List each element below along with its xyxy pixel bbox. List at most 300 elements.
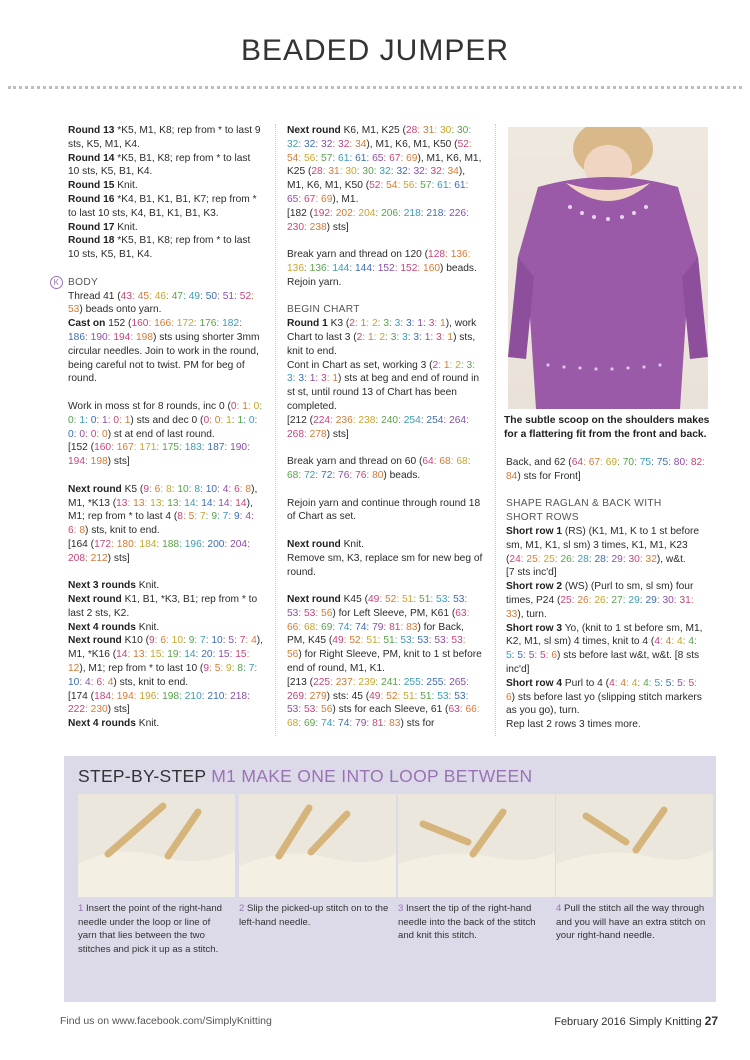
size-value: 268: [287, 428, 304, 440]
size-value: 51: [222, 290, 235, 302]
size-value: 69: [304, 718, 316, 730]
size-value: 53: [287, 607, 299, 619]
size-value: 30: [662, 594, 674, 606]
size-value: 166: [154, 318, 172, 330]
round-text: *K5, M1, K8; rep from * to last 9 sts, K5, M1, K4.: [68, 125, 261, 150]
size-value: 10: [171, 635, 184, 647]
pattern-column-1: Round 13 *K5, M1, K8; rep from * to last 9 sts, K5, M1, K4. Round 14 *K5, B1, K8; rep from * to last 10 sts, K5, B1, K4. Round 15 Knit. Round 16 *K4, B1, K1, B1, K7; rep from * to last 10 sts, K4, B1, K1, B1, K3. Round 17 Knit. Round 18 *K5, B1, K8; rep from * to last 10 sts, K5, B1, K4. K BODY Thread 41 (43: 45: 46: 47: 49: 50: 51: 52: 53) beads onto yarn. Cast on 152 (160: 166: 172: 176: 182: 186: 190: 194: 198) sts using shorter 3mm circular needles. Join to work in the round, being careful not to twist. PM for beg of round. Work in moss st for 8 rounds, inc 0 (0: 1: 0: 0: 1: 0: 1: 0: 1) sts and dec 0 (0: 0: 1: 1: 0: 0: 0: 0: 0) st at end of last round. [152 (160: 167: 171: 175: 183: 187: 190: 194: 198) sts] Next round K5 (9: 6: 8: 10: 8: 10: 4: 6: 8), M1, *K13 (13: 13: 13: 13: 14: 14: 14: 14), M1; rep from * to last 4 (8: 5: 7: 9: 7: 9: 4: 6: 8) sts, knit to end. [164 (172: 180: 184: 188: 196: 200: 204: 208: 212) sts] Next 3 rounds Knit. Next round K1, B1, *K3, B1; rep from * to last 2 sts, K2. Next 4 rounds Knit. Next round K10 (9: 6: 10: 9: 7: 10: 5: 7: 4), M1, *K16 (14: 13: 15: 19: 14: 20: 15: 15: 12), M1; rep from * to last 10 (9: 5: 9: 8: 7: 10: 4: 6: 4) sts, knit to end. [174 (184: 194: 196: 198: 210: 210: 218: 222: 230) sts] Next 4 rounds Knit.: [68, 124, 264, 731]
size-value: 3: [436, 331, 442, 343]
size-value: 9: [143, 483, 149, 495]
size-value: 68: [304, 621, 316, 633]
size-value: 255: [426, 676, 444, 688]
size-value: 0: [79, 428, 86, 440]
size-value: 210: [184, 690, 202, 702]
size-value: 265: [449, 676, 467, 688]
size-value: 3: [321, 373, 327, 385]
pattern-column-3: [506, 456, 706, 732]
size-value: 279: [309, 690, 327, 702]
instruction: Cast on 152 (160: 166: 172: 176: 182: 186: 190: 194: 198) sts using shorter 3mm circular needles. Join to work in the round, being careful not to twist. PM for beg of round.: [68, 318, 260, 385]
size-values: 2: 1: 2: 3: 3: 3: 1: 3: 1: [287, 359, 476, 385]
size-value: 53: [436, 594, 448, 606]
size-value: 5: [654, 677, 661, 689]
size-value: 65: [287, 193, 299, 205]
size-value: 5: [677, 677, 683, 689]
size-value: 167: [116, 442, 134, 454]
size-value: 0: [230, 400, 237, 412]
size-value: 74: [338, 621, 350, 633]
size-value: 31: [679, 594, 691, 606]
size-value: 238: [309, 221, 327, 233]
size-value: 61: [355, 152, 367, 164]
size-value: 190: [230, 442, 248, 454]
size-value: 4: [620, 677, 627, 689]
size-value: 184: [94, 690, 112, 702]
size-value: 192: [313, 207, 331, 219]
size-value: 4: [245, 511, 252, 523]
size-value: 27: [611, 594, 623, 606]
size-value: 5: [665, 677, 672, 689]
size-value: 1: [417, 318, 424, 330]
size-values: 43: 45: 46: 47: 49: 50: 51: 52: 53: [68, 290, 254, 316]
size-value: 13: [167, 497, 179, 509]
size-value: 53: [454, 690, 466, 702]
size-values: 2: 1: 2: 3: 3: 3: 1: 3: 1: [349, 318, 446, 330]
size-value: 136: [450, 249, 468, 261]
size-value: 28: [311, 166, 323, 178]
size-value: 26: [560, 553, 572, 565]
size-values: 4: 4: 4: 4: 5: 5: 5: 5: 6: [506, 636, 697, 662]
size-values: 24: 25: 25: 26: 28: 28: 29: 30: 32: [509, 553, 657, 565]
size-value: 1: [447, 331, 454, 343]
size-value: 7: [222, 511, 229, 523]
size-value: 1: [309, 373, 316, 385]
size-value: 68: [456, 456, 468, 468]
size-value: 33: [506, 608, 518, 620]
size-values: 8: 5: 7: 9: 7: 9: 4: 6: 8: [68, 511, 254, 537]
size-value: 238: [358, 414, 376, 426]
size-value: 9: [211, 511, 217, 523]
size-value: 196: [184, 538, 202, 550]
size-value: 225: [313, 676, 331, 688]
size-value: 53: [304, 704, 316, 716]
size-value: 254: [403, 414, 421, 426]
stitch-count: [7 sts inc'd]: [506, 567, 557, 579]
step-2-photo: [239, 794, 396, 897]
size-value: 53: [434, 635, 446, 647]
size-value: 172: [176, 318, 194, 330]
size-value: 74: [321, 718, 333, 730]
round-label: Round 18: [68, 235, 115, 247]
size-value: 4: [654, 636, 660, 648]
size-value: 0: [90, 414, 97, 426]
size-value: 29: [628, 594, 640, 606]
size-value: 0: [248, 414, 255, 426]
size-value: 75: [656, 457, 669, 468]
size-value: 4: [665, 636, 672, 648]
size-values: 64: 68: 68: 68: 72: 72: 76: 76: 80: [287, 456, 471, 481]
size-value: 194: [113, 331, 131, 343]
size-values: 2: 1: 2: 3: 3: 3: 1: 3: 1: [356, 331, 454, 343]
instruction: Next round K6, M1, K25 (28: 31: 30: 30: 32: 32: 32: 32: 34), M1, K6, M1, K50 (52: 54: 56: 57: 61: 61: 65: 67: 69), M1, K6, M1, K25 (28: 31: 30: 30: 32: 32: 32: 32: 34), M1, K6, M1, K50 (52: 54: 56: 57: 61: 61: 65: 67: 69), M1.: [287, 125, 482, 205]
size-value: 26: [577, 594, 589, 606]
size-value: 70: [622, 457, 635, 468]
size-value: 187: [207, 442, 225, 454]
size-value: 1: [226, 414, 232, 426]
size-value: 1: [332, 373, 339, 385]
size-value: 57: [321, 152, 333, 164]
size-value: 4: [677, 636, 683, 648]
size-value: 4: [107, 676, 114, 688]
size-values: 14: 13: 15: 19: 14: 20: 15: 15: 12: [68, 649, 250, 675]
size-value: 69: [321, 193, 333, 205]
size-value: 208: [68, 552, 85, 564]
size-value: 13: [150, 497, 162, 509]
size-value: 0: [68, 428, 74, 440]
size-value: 9: [226, 663, 232, 675]
size-value: 188: [162, 538, 180, 550]
size-value: 51: [383, 635, 395, 647]
size-values: 224: 236: 238: 240: 254: 254: 264: 268: 278: [287, 414, 469, 440]
size-value: 6: [551, 650, 558, 662]
size-value: 31: [422, 125, 435, 136]
size-value: 51: [403, 690, 415, 702]
step-3-caption: 3 Insert the tip of the right-hand needle into the back of the stitch and knit this stitch.: [398, 903, 536, 942]
size-value: 25: [543, 553, 555, 565]
size-value: 0: [90, 428, 97, 440]
size-value: 5: [228, 635, 235, 647]
size-value: 4: [609, 677, 615, 689]
size-value: 0: [214, 414, 221, 426]
size-value: 53: [451, 635, 463, 647]
size-value: 63: [455, 607, 467, 619]
size-value: 50: [205, 290, 218, 302]
size-value: 241: [381, 676, 399, 688]
size-value: 206: [381, 207, 399, 219]
size-value: 52: [386, 690, 398, 702]
step-1-photo: [78, 794, 235, 897]
size-value: 176: [199, 318, 217, 330]
size-value: 5: [688, 677, 695, 689]
size-value: 10: [68, 676, 80, 688]
size-values: 160: 166: 172: 176: 182: 186: 190: 194: 198: [68, 318, 242, 343]
stitch-count: [174 (184: 194: 196: 198: 210: 210: 218: 222: 230) sts]: [68, 690, 250, 716]
size-value: 5: [540, 650, 546, 662]
size-value: 54: [287, 152, 299, 164]
size-value: 49: [367, 594, 380, 606]
size-value: 4: [631, 677, 638, 689]
size-value: 52: [349, 635, 361, 647]
size-value: 82: [690, 457, 703, 468]
size-value: 74: [338, 718, 350, 730]
size-value: 30: [628, 553, 640, 565]
round-label: Round 13: [68, 125, 115, 136]
size-value: 52: [239, 290, 252, 302]
size-value: 2: [432, 359, 439, 371]
section-badge: K: [50, 276, 63, 289]
size-values: 52: 54: 56: 57: 61: 61: 65: 67: 69: [287, 180, 469, 205]
size-value: 79: [372, 621, 384, 633]
size-value: 3: [394, 318, 401, 330]
size-value: 67: [588, 457, 601, 468]
size-value: 75: [639, 457, 652, 468]
size-value: 3: [428, 318, 435, 330]
size-value: 13: [133, 649, 145, 661]
size-value: 68: [287, 469, 299, 481]
size-values: 0: 1: 0: 0: 1: 0: 1: 0: 1: [68, 400, 263, 426]
size-value: 54: [386, 180, 398, 192]
size-value: 69: [321, 621, 333, 633]
size-value: 29: [645, 594, 657, 606]
size-value: 76: [355, 469, 367, 481]
size-value: 222: [68, 704, 85, 716]
size-value: 6: [68, 525, 74, 537]
size-value: 10: [211, 635, 223, 647]
size-value: 34: [355, 138, 367, 150]
size-value: 5: [188, 511, 195, 523]
instruction: Remove sm, K3, replace sm for new beg of round.: [287, 552, 483, 578]
size-value: 3: [390, 331, 397, 343]
size-values: 25: 26: 26: 27: 29: 29: 30: 31: 33: [506, 594, 694, 620]
step-4-caption: 4 Pull the stitch all the way through and you will have an extra stitch on your right-hand needle.: [556, 903, 706, 942]
instruction: Round 1 K3 (2: 1: 2: 3: 3: 3: 1: 3: 1), work Chart to last 3 (2: 1: 2: 3: 3: 3: 1: 3: 1) sts, knit to end.: [287, 318, 477, 357]
size-value: 52: [385, 594, 397, 606]
size-value: 56: [321, 704, 333, 716]
size-value: 9: [188, 635, 195, 647]
panel-title: STEP-BY-STEP M1 MAKE ONE INTO LOOP BETWEEN: [78, 766, 533, 786]
size-value: 14: [201, 497, 213, 509]
size-values: 28: 31: 30: 30: 32: 32: 32: 32: 34: [287, 125, 472, 150]
size-value: 12: [68, 663, 80, 675]
size-value: 1: [79, 414, 86, 426]
size-value: 6: [506, 691, 512, 703]
size-value: 24: [509, 553, 521, 565]
size-value: 3: [383, 318, 389, 330]
size-value: 212: [90, 552, 108, 564]
size-value: 226: [449, 207, 467, 219]
size-value: 28: [577, 553, 589, 565]
size-value: 194: [116, 690, 134, 702]
stitch-count: [152 (160: 167: 171: 175: 183: 187: 190: 194: 198) sts]: [68, 442, 250, 468]
size-value: 8: [166, 483, 172, 495]
size-value: 9: [148, 635, 155, 647]
size-value: 81: [372, 718, 384, 730]
size-value: 83: [389, 718, 401, 730]
size-value: 152: [400, 262, 418, 274]
size-value: 1: [360, 318, 367, 330]
size-values: 9: 6: 8: 10: 8: 10: 4: 6: 8: [143, 483, 252, 495]
size-value: 51: [402, 594, 414, 606]
size-value: 30: [456, 125, 469, 136]
size-value: 128: [428, 249, 446, 261]
size-value: 194: [68, 456, 85, 468]
size-value: 6: [154, 483, 161, 495]
size-value: 19: [167, 649, 179, 661]
size-value: 175: [162, 442, 180, 454]
size-value: 6: [234, 483, 240, 495]
size-value: 8: [237, 663, 244, 675]
size-value: 52: [369, 180, 381, 192]
size-value: 25: [526, 553, 538, 565]
size-value: 26: [594, 594, 606, 606]
size-value: 53: [287, 704, 299, 716]
size-value: 61: [437, 180, 449, 192]
size-value: 10: [177, 483, 189, 495]
page-title: BEADED JUMPER: [240, 34, 510, 67]
size-value: 52: [457, 138, 469, 150]
size-value: 67: [389, 152, 401, 164]
size-value: 64: [422, 456, 434, 468]
size-value: 32: [430, 166, 442, 178]
round-label: Round 16: [68, 193, 115, 205]
size-value: 190: [90, 331, 108, 343]
stitch-count: [164 (172: 180: 184: 188: 196: 200: 204: 208: 212) sts]: [68, 538, 250, 564]
size-value: 32: [321, 138, 333, 150]
size-values: 184: 194: 196: 198: 210: 210: 218: 222: 230: [68, 690, 250, 716]
jumper-illustration: [508, 127, 708, 409]
size-value: 30: [345, 166, 357, 178]
step-4-photo: [556, 794, 713, 897]
round-text: *K5, B1, K8; rep from * to last 10 sts, K5, B1, K4.: [68, 152, 251, 178]
size-value: 51: [366, 635, 378, 647]
size-value: 255: [403, 676, 421, 688]
size-value: 61: [338, 152, 350, 164]
size-value: 29: [611, 553, 623, 565]
size-values: 28: 31: 30: 30: 32: 32: 32: 32: 34: [311, 166, 459, 178]
size-value: 53: [437, 690, 449, 702]
instruction: Short row 4 Purl to 4 (4: 4: 4: 4: 5: 5: 5: 5: 6) sts before last yo (slipping stitch markers as you go), turn.: [506, 677, 702, 717]
size-value: 0: [102, 428, 108, 440]
size-value: 84: [506, 470, 518, 482]
size-value: 237: [335, 676, 353, 688]
round-text: *K4, B1, K1, B1, K7; rep from * to last 10 sts, K4, B1, K1, B1, K3.: [68, 193, 257, 219]
size-value: 4: [688, 636, 695, 648]
size-value: 160: [131, 318, 149, 330]
size-value: 15: [235, 649, 247, 661]
size-value: 45: [137, 290, 150, 302]
round-text: *K5, B1, K8; rep from * to last 10 sts, K5, B1, K4.: [68, 235, 251, 261]
size-value: 2: [349, 318, 355, 330]
size-value: 53: [400, 635, 412, 647]
size-values: 9: 6: 10: 9: 7: 10: 5: 7: 4: [148, 635, 257, 647]
size-value: 8: [245, 483, 252, 495]
size-value: 136: [287, 262, 304, 274]
size-value: 6: [160, 635, 166, 647]
size-values: 64: 67: 69: 70: 75: 75: 80: 82: 84: [506, 457, 705, 482]
stitch-count: [213 (225: 237: 239: 241: 255: 255: 265: 269: 279) sts: 45 (49: 52: 51: 51: 53: 53: 53: 53: 56) sts for each Sleeve, 61 (63: 66: 68: 69: 74: 74: 79: 81: 83) sts for: [287, 676, 480, 730]
size-value: 30: [439, 125, 452, 136]
size-value: 239: [358, 676, 376, 688]
size-value: 9: [203, 663, 210, 675]
size-value: 61: [454, 180, 466, 192]
size-value: 47: [171, 290, 184, 302]
size-value: 3: [413, 331, 420, 343]
round-label: Round 17: [68, 221, 115, 233]
size-values: 160: 167: 171: 175: 183: 187: 190: 194: 198: [68, 442, 250, 468]
size-value: 3: [402, 331, 408, 343]
size-value: 2: [379, 331, 386, 343]
size-value: 14: [184, 497, 196, 509]
step-2-caption: 2 Slip the picked-up stitch on to the left-hand needle.: [239, 903, 389, 928]
size-value: 8: [79, 525, 86, 537]
size-values: 49: 52: 51: 51: 53: 53: 53: 53: 56: [287, 594, 468, 619]
size-value: 278: [309, 428, 327, 440]
size-value: 32: [413, 166, 425, 178]
size-value: 1: [368, 331, 374, 343]
footer-link[interactable]: Find us on www.facebook.com/SimplyKnitting: [60, 1015, 272, 1027]
size-value: 14: [235, 497, 247, 509]
size-value: 53: [453, 594, 465, 606]
size-value: 2: [356, 331, 363, 343]
stitch-count: [182 (192: 202: 204: 206: 218: 218: 226: 230: 238) sts]: [287, 207, 469, 233]
size-value: 64: [571, 457, 584, 468]
size-value: 184: [139, 538, 157, 550]
size-value: 66: [287, 621, 299, 633]
size-values: 172: 180: 184: 188: 196: 200: 204: 208: 212: [68, 538, 250, 564]
size-value: 20: [201, 649, 213, 661]
size-value: 204: [358, 207, 376, 219]
size-value: 68: [287, 718, 299, 730]
size-value: 72: [304, 469, 316, 481]
size-value: 13: [133, 497, 145, 509]
section-heading: SHAPE RAGLAN & BACK WITH: [506, 498, 662, 510]
size-value: 67: [304, 193, 316, 205]
size-value: 230: [90, 704, 108, 716]
section-heading: BEGIN CHART: [287, 304, 360, 316]
size-value: 76: [338, 469, 350, 481]
page-number: 27: [704, 1014, 718, 1028]
size-value: 56: [304, 152, 316, 164]
instruction: Next round K45 (49: 52: 51: 51: 53: 53: 53: 53: 56) for Left Sleeve, PM, K61 (63: 66: 68: 69: 74: 74: 79: 81: 83) for Back, PM, K45 (49: 52: 51: 51: 53: 53: 53: 53: 56) for Right Sleeve, PM, knit to 1 st before end of round, M1, K1.: [287, 594, 482, 675]
size-value: 198: [90, 456, 108, 468]
instruction: Cont in Chart as set, working 3 (2: 1: 2: 3: 3: 3: 1: 3: 1) sts at beg and end of round in st st, until round 13 of Chart has been completed.: [287, 359, 480, 412]
instruction: Short row 1 (RS) (K1, M1, K to 1 st before sm, M1, K1, sl sm) 3 times, K1, M1, K23 (24: 25: 25: 26: 28: 28: 29: 30: 32), w&t.: [506, 525, 700, 565]
size-value: 3: [406, 318, 412, 330]
size-value: 160: [94, 442, 112, 454]
size-value: 34: [447, 166, 459, 178]
size-value: 56: [403, 180, 415, 192]
size-value: 49: [188, 290, 201, 302]
size-value: 4: [643, 677, 649, 689]
size-value: 6: [96, 676, 103, 688]
size-value: 81: [389, 621, 401, 633]
size-value: 10: [205, 483, 218, 495]
size-value: 0: [253, 400, 260, 412]
size-values: 13: 13: 13: 13: 14: 14: 14: 14: [116, 497, 247, 509]
size-value: 3: [298, 373, 305, 385]
size-values: 0: 0: 1: 1: 0: 0: 0: 0: 0: [68, 414, 258, 440]
size-value: 198: [162, 690, 180, 702]
instruction: Next round K5 (9: 6: 8: 10: 8: 10: 4: 6: 8), M1, *K13 (13: 13: 13: 13: 14: 14: 14: 14), M1; rep from * to last 4 (8: 5: 7: 9: 7: 9: 4: 6: 8) sts, knit to end.: [68, 483, 258, 537]
size-value: 51: [419, 594, 431, 606]
round-label: Round 15: [68, 180, 115, 192]
size-value: 80: [673, 457, 686, 468]
column-divider: [495, 124, 496, 736]
size-value: 236: [335, 414, 353, 426]
size-value: 56: [287, 649, 299, 661]
size-value: 200: [207, 538, 225, 550]
size-value: 172: [94, 538, 112, 550]
size-value: 32: [287, 138, 299, 150]
size-value: 5: [528, 650, 535, 662]
size-value: 224: [313, 414, 331, 426]
size-values: 63: 66: 68: 69: 74: 74: 79: 81: 83: [287, 704, 480, 730]
size-value: 1: [124, 414, 131, 426]
size-value: 49: [332, 635, 344, 647]
size-value: 68: [439, 456, 451, 468]
size-value: 28: [405, 125, 418, 136]
pattern-column-2: Next round K6, M1, K25 (28: 31: 30: 30: 32: 32: 32: 32: 34), M1, K6, M1, K50 (52: 54: 56: 57: 61: 61: 65: 67: 69), M1, K6, M1, K25 (28: 31: 30: 30: 32: 32: 32: 32: 34), M1, K6, M1, K50 (52: 54: 56: 57: 61: 61: 65: 67: 69), M1. [182 (192: 202: 204: 206: 218: 218: 226: 230: 238) sts] Break yarn and thread on 120 (128: 136: 136: 136: 144: 144: 152: 152: 160) beads. Rejoin yarn. BEGIN CHART Round 1 K3 (2: 1: 2: 3: 3: 3: 1: 3: 1), work Chart to last 3 (2: 1: 2: 3: 3: 3: 1: 3: 1) sts, knit to end. Cont in Chart as set, working 3 (2: 1: 2: 3: 3: 3: 1: 3: 1) sts at beg and end of round in st st, until round 13 of Chart has been completed. [212 (224: 236: 238: 240: 254: 254: 264: 268: 278) sts] Break yarn and thread on 60 (64: 68: 68: 68: 72: 72: 76: 76: 80) beads. Rejoin yarn and continue through round 18 of Chart as set. Next round Knit. Remove sm, K3, replace sm for new beg of round. Next round K45 (49: 52: 51: 51: 53: 53: 53: 53: 56) for Left Sleeve, PM, K61 (63: 66: 68: 69: 74: 74: 79: 81: 83) for Back, PM, K45 (49: 52: 51: 51: 53: 53: 53: 53: 56) for Right Sleeve, PM, knit to 1 st before end of round, M1, K1. [213 (225: 237: 239: 241: 255: 255: 265: 269: 279) sts: 45 (49: 52: 51: 51: 53: 53: 53: 53: 56) sts for each Sleeve, 61 (63: 66: 68: 69: 74: 74: 79: 81: 83) sts for: [287, 125, 483, 730]
size-value: 72: [321, 469, 333, 481]
